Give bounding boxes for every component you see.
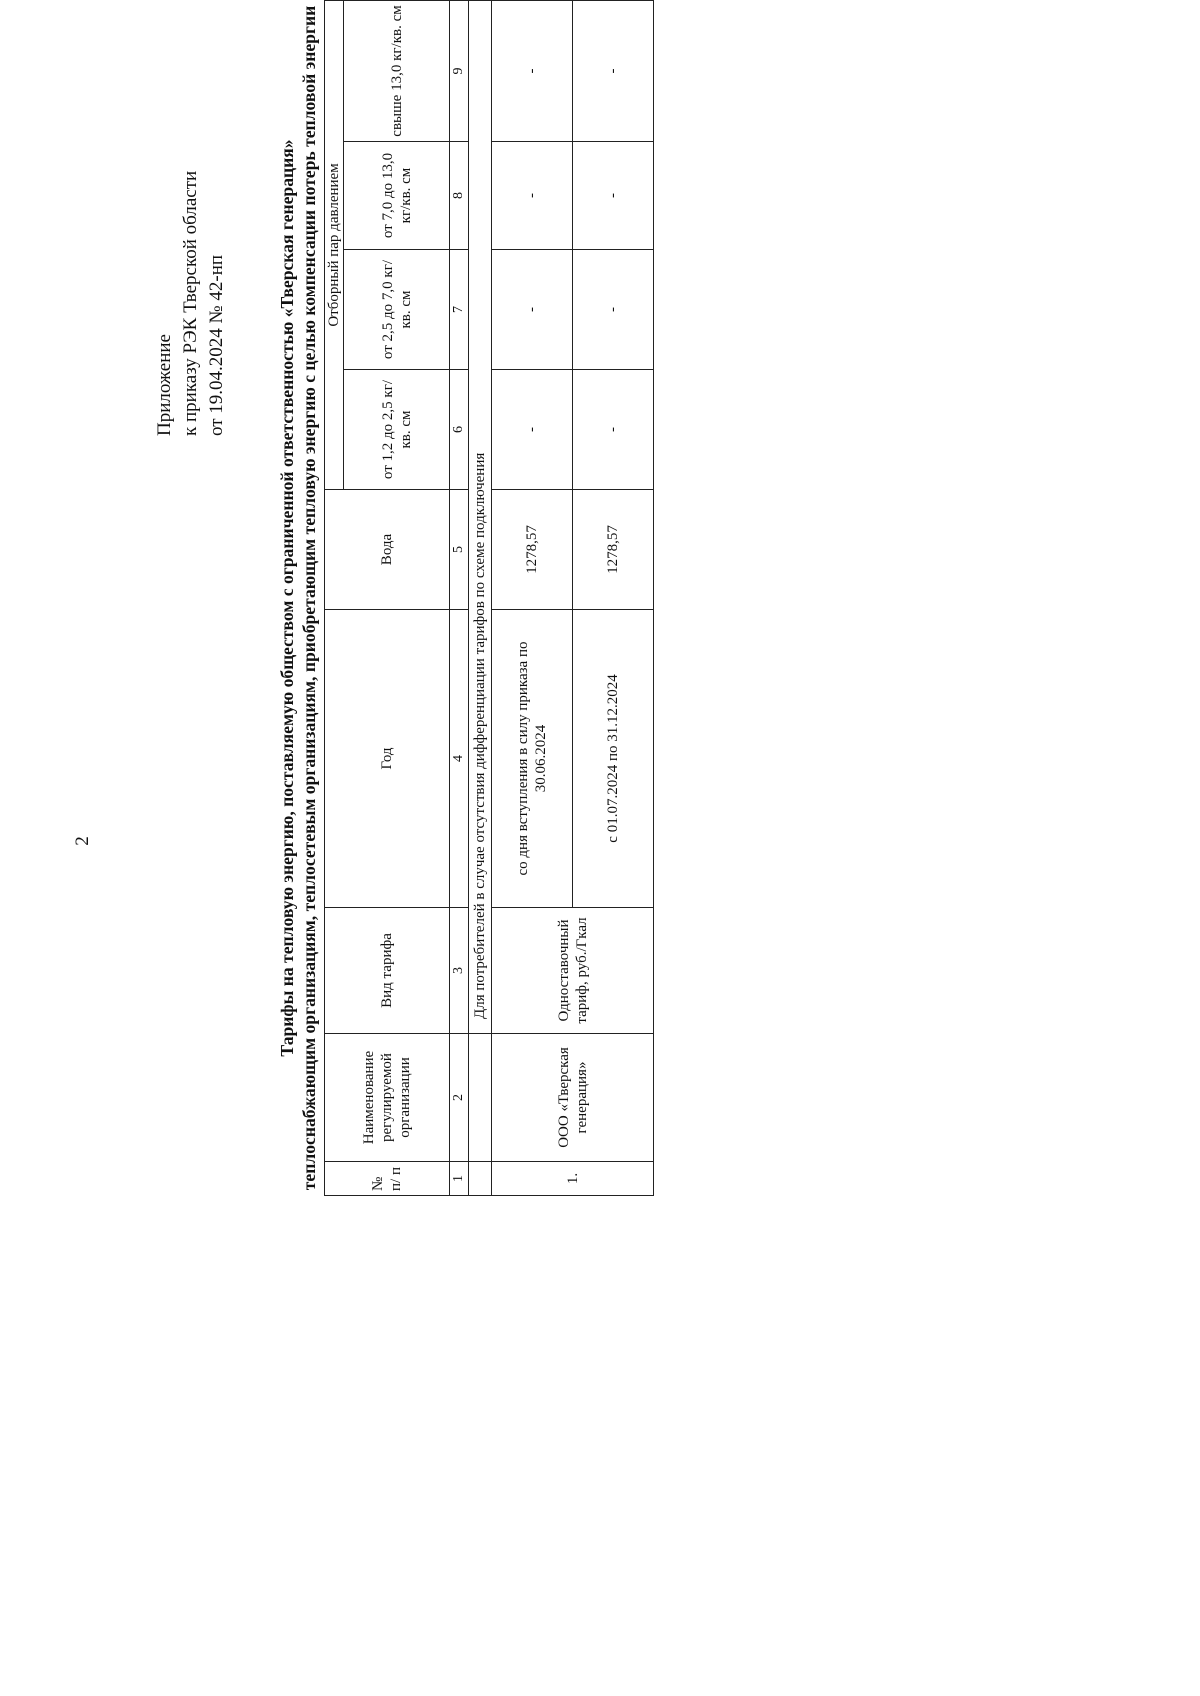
row-pressure-1-value: -: [492, 370, 573, 490]
row-period: со дня вступления в силу приказа по 30.06.2024: [492, 610, 573, 908]
row-pressure-2-value: -: [573, 250, 654, 370]
header-pressure-4: свыше 13,0 кг/кв. см: [344, 0, 450, 141]
col-number: 7: [450, 250, 469, 370]
row-pressure-4-value: -: [573, 0, 654, 141]
row-tariff-type: Одноставочный тариф, руб./Гкал: [492, 908, 654, 1034]
col-number: 8: [450, 142, 469, 250]
header-steam-group: Отборный пар давлением: [325, 0, 344, 489]
section-row: [469, 0, 492, 1195]
row-number: 1.: [492, 1162, 654, 1196]
row-water-value: 1278,57: [492, 490, 573, 610]
row-pressure-3-value: -: [492, 142, 573, 250]
header-org: Наименование регулируемой организации: [325, 1034, 450, 1162]
title-line-2: теплоснабжающим организациям, теплосетевым организациям, приобретающим тепловую энергию с целью компенсации потерь тепловой энергии: [299, 5, 319, 1191]
col-number: 9: [450, 0, 469, 141]
col-number: 2: [450, 1034, 469, 1162]
header-tariff-type: Вид тарифа: [325, 908, 450, 1034]
header-row-1: [325, 0, 344, 1195]
col-number: 6: [450, 370, 469, 490]
appendix-line-3: от 19.04.2024 № 42-нп: [206, 254, 227, 436]
header-water: Вода: [325, 490, 450, 610]
appendix-line-2: к приказу РЭК Тверской области: [180, 170, 201, 436]
section-spacer: [469, 1162, 492, 1196]
col-number: 5: [450, 490, 469, 610]
row-org-name: ООО «Тверская генерация»: [492, 1034, 654, 1162]
section-spacer: [469, 1034, 492, 1162]
row-pressure-3-value: -: [573, 142, 654, 250]
page-number: 2: [71, 836, 93, 846]
row-pressure-2-value: -: [492, 250, 573, 370]
header-pressure-1: от 1,2 до 2,5 кг/кв. см: [344, 370, 450, 490]
document-sheet: [100, 0, 820, 1196]
table-row: [492, 0, 573, 1195]
column-number-row: [450, 0, 469, 1195]
title-line-1: Тарифы на тепловую энергию, поставляемую обществом с ограниченной ответственностью «Тверская генерация»: [277, 139, 297, 1057]
document-title: [276, 0, 320, 1196]
col-number: 4: [450, 610, 469, 908]
col-number: 1: [450, 1162, 469, 1196]
header-no: № п/ п: [325, 1162, 450, 1196]
row-water-value: 1278,57: [573, 490, 654, 610]
header-pressure-2: от 2,5 до 7,0 кг/кв. см: [344, 250, 450, 370]
row-pressure-1-value: -: [573, 370, 654, 490]
appendix-line-1: Приложение: [154, 334, 175, 436]
header-pressure-3: от 7,0 до 13,0 кг/кв. см: [344, 142, 450, 250]
header-year: Год: [325, 610, 450, 908]
row-pressure-4-value: -: [492, 0, 573, 141]
tariff-table: [324, 0, 654, 1196]
col-number: 3: [450, 908, 469, 1034]
section-label: Для потребителей в случае отсутствия дифференциации тарифов по схеме подключения: [469, 0, 492, 1033]
row-period: с 01.07.2024 по 31.12.2024: [573, 610, 654, 908]
appendix-block: [152, 171, 230, 436]
